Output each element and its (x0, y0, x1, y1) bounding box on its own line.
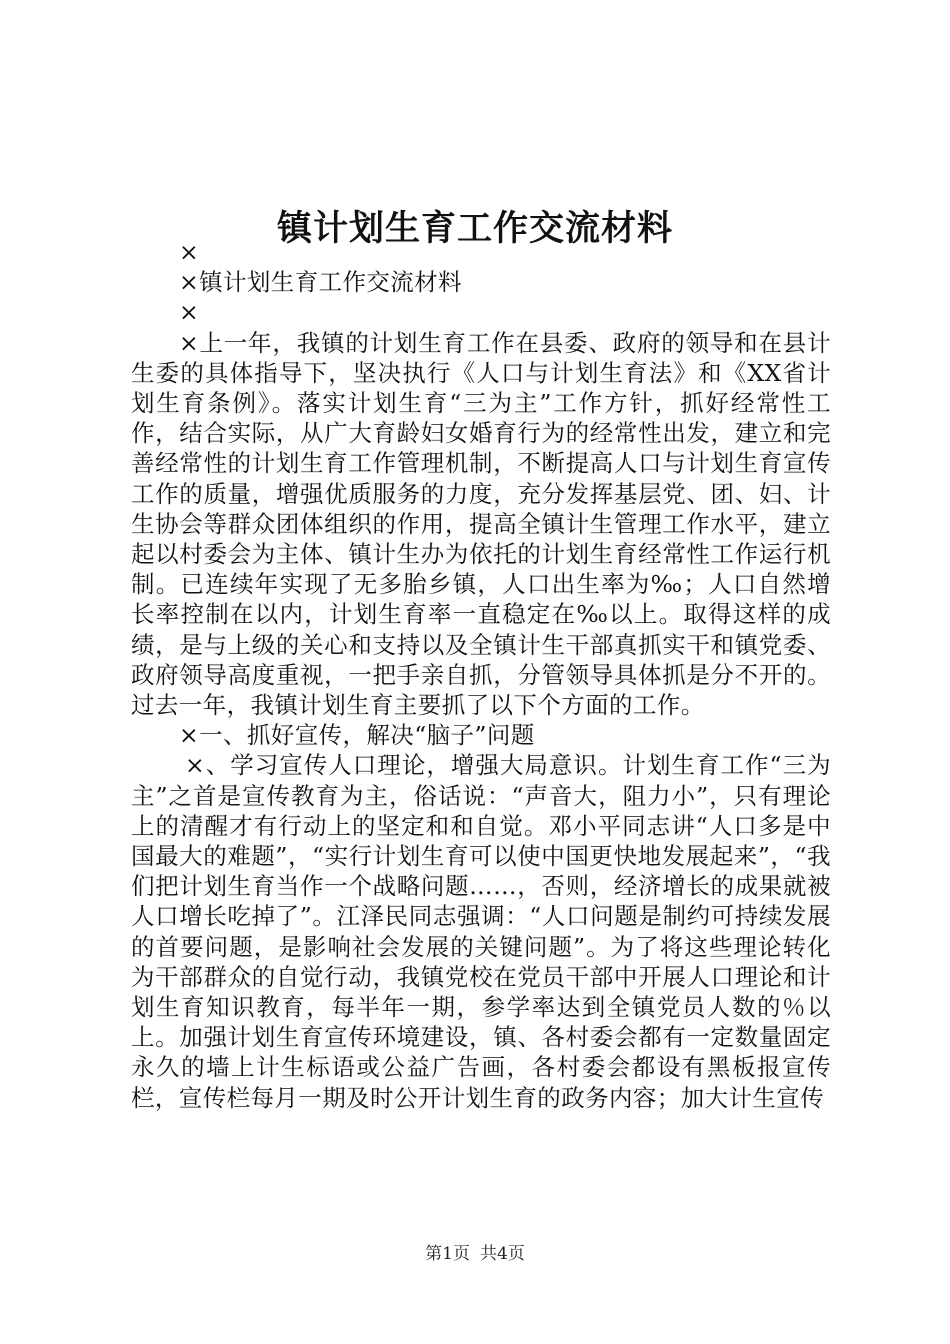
section-heading-1: ×一、抓好宣传，解决“脑子”问题 (179, 721, 535, 750)
body-paragraph-2: ×镇计划生育工作交流材料 (179, 268, 462, 297)
page-number: 第1页 (425, 1244, 470, 1264)
page-total: 共4页 (480, 1244, 525, 1264)
document-title: 镇计划生育工作交流材料 (276, 208, 673, 250)
body-paragraph-3: × (179, 298, 200, 327)
page-footer (0, 1242, 950, 1266)
body-paragraph-1: × (179, 238, 200, 266)
body-paragraph-5: ×、学习宣传人口理论，增强大局意识。计划生育工作“三为主”之首是宣传教育为主，俗话说：“声音大，阻力小”，只有理论上的清醒才有行动上的坚定和和自觉。邓小平同志讲“人口多是中国最大的难题”，“实行计划生育可以使中国更快地发展起来”，“我们把计划生育当作一个战略问题……，否则，经济增长的成果就被人口增长吃掉了”。江泽民同志强调：“人口问题是制约可持续发展的首要问题，是影响社会发展的关键问题”。为了将这些理论转化为干部群众的自觉行动，我镇党校在党员干部中开展人口理论和计划生育知识教育，每半年一期，参学率达到全镇党员人数的％以上。加强计划生育宣传环境建设，镇、各村委会都有一定数量固定永久的墙上计生标语或公益广告画，各村委会都设有黑板报宣传栏，宣传栏每月一期及时公开计划生育的政务内容；加大计生宣传 (131, 751, 831, 1112)
document-body (131, 237, 831, 1113)
body-paragraph-4: ×上一年，我镇的计划生育工作在县委、政府的领导和在县计生委的具体指导下，坚决执行《人口与计划生育法》和《XX省计划生育条例》。落实计划生育“三为主”工作方针，抓好经常性工作，结合实际，从广大育龄妇女婚育行为的经常性出发，建立和完善经常性的计划生育工作管理机制，不断提高人口与计划生育宣传工作的质量，增强优质服务的力度，充分发挥基层党、团、妇、计生协会等群众团体组织的作用，提高全镇计生管理工作水平，建立起以村委会为主体、镇计生办为依托的计划生育经常性工作运行机制。已连续年实现了无多胎乡镇，人口出生率为‰；人口自然增长率控制在以内，计划生育率一直稳定在‰以上。取得这样的成绩，是与上级的关心和支持以及全镇计生干部真抓实干和镇党委、政府领导高度重视，一把手亲自抓，分管领导具体抓是分不开的。过去一年，我镇计划生育主要抓了以下个方面的工作。 (131, 328, 831, 720)
